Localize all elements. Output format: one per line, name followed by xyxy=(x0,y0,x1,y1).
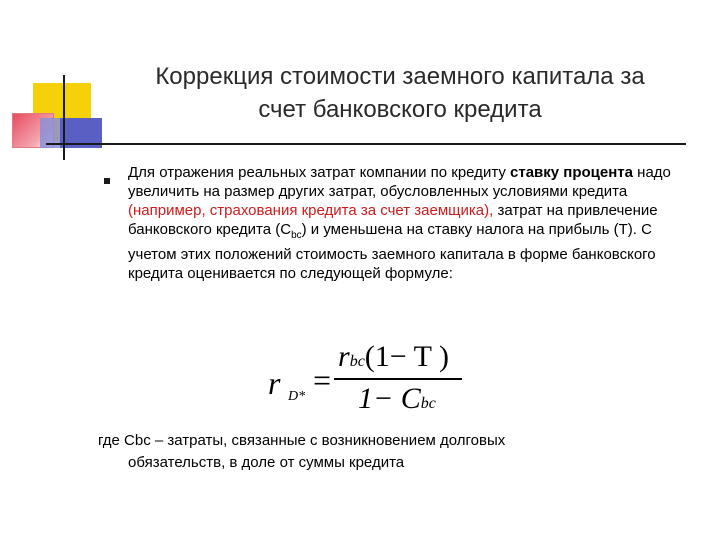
where-note xyxy=(98,430,658,474)
where-line-2: обязательств, в доле от суммы кредита xyxy=(128,454,405,471)
bullet-text-part-4: ) и уменьшена на ставку налога на прибыль (Т). С учетом этих положений стоимость заемного капитала в форме банковского кредита оценивается по следующей формуле: xyxy=(128,221,656,282)
formula-num-r: r xyxy=(338,340,350,373)
formula-numerator xyxy=(338,340,449,374)
vertical-divider xyxy=(63,75,65,160)
bullet-text-part-2: надо увеличить на размер других затрат, обусловленных условиями кредита xyxy=(128,164,671,200)
bullet-text-subscript: bc xyxy=(291,230,302,241)
title-line-1: Коррекция стоимости заемного капитала за xyxy=(155,63,645,90)
bullet-text xyxy=(128,163,678,283)
formula-num-rest: (1− T ) xyxy=(364,340,449,373)
formula-equals: = xyxy=(313,362,332,398)
formula-den-subscript: bc xyxy=(420,395,436,412)
bullet-icon xyxy=(104,178,110,184)
formula-den-main: 1− C xyxy=(358,382,421,415)
bullet-text-part-3: затрат на привлечение банковского кредита (С xyxy=(128,202,658,238)
bullet-text-red: (например, страхования кредита за счет заемщика), xyxy=(128,202,494,219)
bullet-text-part-1: Для отражения реальных затрат компании по кредиту xyxy=(128,164,511,181)
title-underline xyxy=(46,143,686,145)
formula xyxy=(268,340,468,420)
formula-denominator xyxy=(358,382,436,416)
bullet-text-bold: ставку процента xyxy=(510,164,633,181)
formula-lhs-subscript: D* xyxy=(288,389,306,404)
where-line-1: где Cbc – затраты, связанные с возникновением долговых xyxy=(98,432,506,449)
formula-num-subscript: bc xyxy=(349,353,365,370)
page-title xyxy=(100,60,700,126)
formula-fraction-bar xyxy=(334,378,462,380)
formula-lhs: r xyxy=(268,365,281,401)
title-line-2: счет банковского кредита xyxy=(258,96,542,123)
